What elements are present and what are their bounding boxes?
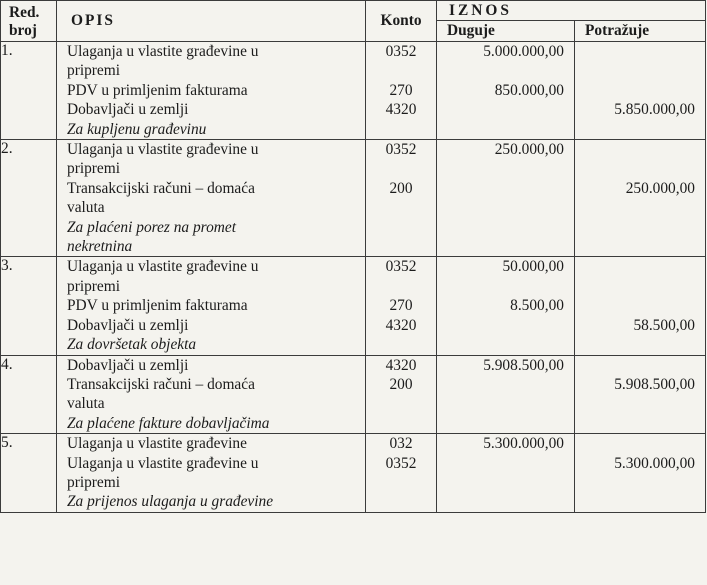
konto-header: Konto xyxy=(366,1,437,42)
journal-entry-row xyxy=(1,42,706,140)
account-name-line: Ulaganja u vlastite građevine u xyxy=(67,258,259,276)
iznos-header: IZNOS xyxy=(437,1,706,21)
entry-note: Za kupljenu građevinu xyxy=(67,120,207,138)
account-name-line: pripremi xyxy=(67,62,120,80)
entry-number: 2. xyxy=(1,140,57,257)
debit-empty xyxy=(437,61,574,80)
account-code: 0352 xyxy=(385,258,417,276)
entry-note: Za dovršetak objekta xyxy=(67,336,197,354)
entry-credit xyxy=(575,42,706,140)
account-name-line: valuta xyxy=(67,199,105,217)
entry-account xyxy=(366,257,437,355)
entry-number: 5. xyxy=(1,434,57,513)
account-name-line: Ulaganja u vlastite građevine u xyxy=(67,141,259,159)
entry-debit xyxy=(437,355,575,434)
journal-body xyxy=(1,42,706,513)
account-code-empty xyxy=(366,61,436,80)
account-code: 270 xyxy=(389,81,413,99)
entry-account xyxy=(366,42,437,140)
debit-empty xyxy=(437,100,574,119)
journal-entry-row xyxy=(1,355,706,434)
entry-account xyxy=(366,355,437,434)
debit-empty xyxy=(437,473,574,492)
debit-empty xyxy=(437,316,574,335)
account-name-line: pripremi xyxy=(67,160,120,178)
entry-debit xyxy=(437,42,575,140)
header-row xyxy=(1,1,706,21)
entry-account xyxy=(366,140,437,257)
account-name-line: Dobavljači u zemlji xyxy=(67,101,189,119)
account-name-line: valuta xyxy=(67,395,105,413)
journal-entry-row xyxy=(1,434,706,513)
debit-amount: 50.000,00 xyxy=(502,258,564,276)
journal-entry-row xyxy=(1,257,706,355)
entry-debit xyxy=(437,434,575,513)
account-name-line: Dobavljači u zemlji xyxy=(67,356,189,374)
account-name-line: Ulaganja u vlastite građevine u xyxy=(67,454,259,472)
opis-header: OPIS xyxy=(57,1,366,42)
account-code-empty xyxy=(366,277,436,296)
debit-empty xyxy=(437,375,574,394)
entry-debit xyxy=(437,257,575,355)
account-code-empty xyxy=(366,394,436,413)
debit-empty xyxy=(437,454,574,473)
account-code: 200 xyxy=(389,375,413,393)
credit-empty xyxy=(575,159,705,178)
account-name-line: PDV u primljenim fakturama xyxy=(67,81,248,99)
account-code-empty xyxy=(366,473,436,492)
debit-empty xyxy=(437,159,574,178)
credit-amount: 5.908.500,00 xyxy=(614,375,695,393)
account-code: 0352 xyxy=(385,454,417,472)
entry-description xyxy=(57,140,366,257)
credit-amount: 250.000,00 xyxy=(625,179,695,197)
account-code-empty xyxy=(366,198,436,217)
entry-note: nekretnina xyxy=(67,238,133,256)
credit-empty xyxy=(575,473,705,492)
entry-note: Za plaćeni porez na promet xyxy=(67,218,236,236)
credit-empty xyxy=(575,198,705,217)
credit-empty xyxy=(575,42,705,61)
debit-amount: 5.000.000,00 xyxy=(483,43,564,60)
debit-amount: 8.500,00 xyxy=(510,297,564,315)
debit-amount: 5.908.500,00 xyxy=(483,356,564,374)
entry-note: Za plaćene fakture dobavljačima xyxy=(67,414,270,432)
account-name-line: Dobavljači u zemlji xyxy=(67,316,189,334)
account-name-line: pripremi xyxy=(67,473,120,491)
credit-empty xyxy=(575,394,705,413)
account-name-line: pripremi xyxy=(67,277,120,295)
account-code-empty xyxy=(366,159,436,178)
entry-number: 3. xyxy=(1,257,57,355)
account-code: 200 xyxy=(389,179,413,197)
credit-empty xyxy=(575,356,705,375)
entry-description xyxy=(57,257,366,355)
credit-empty xyxy=(575,140,705,159)
account-code: 0352 xyxy=(385,141,417,159)
journal-entry-row xyxy=(1,140,706,257)
account-code: 270 xyxy=(389,297,413,315)
credit-empty xyxy=(575,277,705,296)
entry-credit xyxy=(575,434,706,513)
entry-credit xyxy=(575,257,706,355)
account-name-line: PDV u primljenim fakturama xyxy=(67,297,248,315)
debit-empty xyxy=(437,179,574,198)
account-name-line: Ulaganja u vlastite građevine u xyxy=(67,43,259,60)
entry-note: Za prijenos ulaganja u građevine xyxy=(67,493,274,511)
credit-empty xyxy=(575,81,705,100)
account-code: 4320 xyxy=(385,316,417,334)
debit-empty xyxy=(437,277,574,296)
debit-empty xyxy=(437,198,574,217)
credit-amount: 58.500,00 xyxy=(633,316,695,334)
credit-empty xyxy=(575,296,705,315)
account-code: 4320 xyxy=(385,101,417,119)
entry-description xyxy=(57,434,366,513)
entry-debit xyxy=(437,140,575,257)
entry-account xyxy=(366,434,437,513)
account-code: 0352 xyxy=(385,43,417,60)
account-code: 032 xyxy=(389,435,413,453)
account-name-line: Transakcijski računi – domaća xyxy=(67,179,255,197)
entry-description xyxy=(57,42,366,140)
entry-number: 4. xyxy=(1,355,57,434)
account-code: 4320 xyxy=(385,356,417,374)
duguje-header: Duguje xyxy=(437,21,575,42)
debit-amount: 250.000,00 xyxy=(494,141,564,159)
entry-description xyxy=(57,355,366,434)
credit-empty xyxy=(575,61,705,80)
credit-empty xyxy=(575,257,705,276)
red-broj-header: Red. broj xyxy=(1,1,57,42)
debit-amount: 850.000,00 xyxy=(494,81,564,99)
debit-empty xyxy=(437,394,574,413)
account-name-line: Transakcijski računi – domaća xyxy=(67,375,255,393)
entry-credit xyxy=(575,355,706,434)
credit-empty xyxy=(575,434,705,453)
credit-amount: 5.850.000,00 xyxy=(614,101,695,119)
entry-number: 1. xyxy=(1,42,57,140)
account-name-line: Ulaganja u vlastite građevine xyxy=(67,435,247,453)
credit-amount: 5.300.000,00 xyxy=(614,454,695,472)
entry-credit xyxy=(575,140,706,257)
debit-amount: 5.300.000,00 xyxy=(483,435,564,453)
potrazuje-header: Potražuje xyxy=(575,21,706,42)
